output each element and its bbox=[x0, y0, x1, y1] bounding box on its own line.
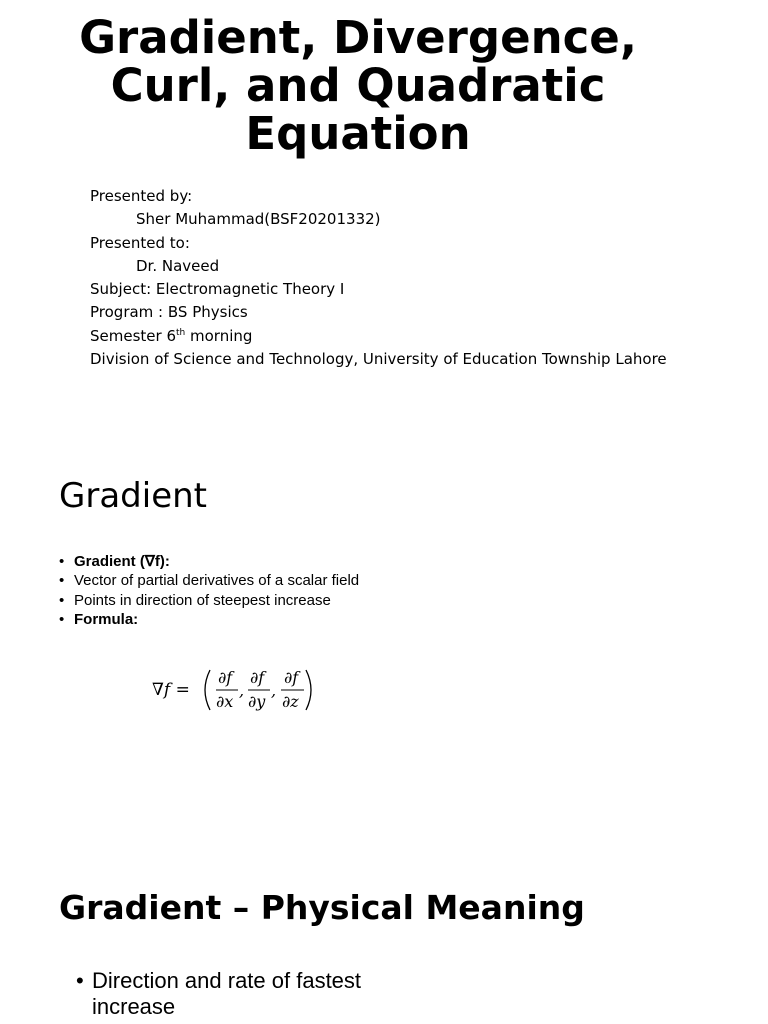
bullet-text: Formula: bbox=[74, 610, 139, 628]
list-item bbox=[59, 591, 359, 610]
formula-numerator: ∂f bbox=[284, 668, 299, 687]
list-item bbox=[59, 610, 359, 629]
presented-by-label: Presented by: bbox=[90, 187, 193, 205]
bullet-text: Gradient (∇f): bbox=[74, 553, 170, 570]
left-paren-icon bbox=[205, 670, 210, 710]
semester-superscript: th bbox=[176, 327, 186, 338]
presenter-name: Sher Muhammad(BSF20201332) bbox=[136, 210, 381, 229]
semester-suffix: morning bbox=[185, 326, 253, 345]
physical-meaning-bullet-list bbox=[76, 968, 406, 1020]
gradient-formula-graphic bbox=[152, 664, 352, 716]
physical-meaning-heading: Gradient – Physical Meaning bbox=[59, 888, 585, 927]
formula-lhs: ∇f = bbox=[152, 680, 190, 700]
formula-numerator: ∂f bbox=[250, 668, 265, 687]
bullet-icon: • bbox=[59, 572, 65, 590]
formula-separator: , bbox=[271, 681, 277, 700]
supervisor-name: Dr. Naveed bbox=[136, 256, 220, 275]
semester-prefix: Semester 6 bbox=[90, 326, 176, 345]
subject-line: Subject: Electromagnetic Theory I bbox=[90, 280, 345, 299]
formula-numerator: ∂f bbox=[218, 668, 233, 687]
gradient-heading: Gradient bbox=[59, 476, 207, 516]
gradient-formula bbox=[152, 664, 352, 716]
bullet-icon: • bbox=[76, 968, 84, 993]
bullet-icon: • bbox=[59, 591, 65, 609]
bullet-text: Direction and rate of fastest increase bbox=[92, 968, 362, 1019]
bullet-text: Vector of partial derivatives of a scalar field bbox=[74, 572, 360, 590]
formula-separator: , bbox=[239, 681, 245, 700]
institution-line: Division of Science and Technology, University of Education Township Lahore bbox=[90, 350, 667, 369]
program-line: Program : BS Physics bbox=[90, 303, 248, 322]
bullet-text: Points in direction of steepest increase bbox=[74, 591, 331, 609]
bullet-icon: • bbox=[59, 610, 65, 628]
list-item bbox=[59, 552, 359, 571]
gradient-bullet-list bbox=[59, 552, 359, 629]
presentation-info bbox=[90, 185, 690, 368]
list-item bbox=[76, 968, 406, 1020]
semester-line bbox=[90, 325, 690, 348]
formula-denominator: ∂x bbox=[216, 692, 234, 711]
slide-title: Gradient, Divergence, Curl, and Quadratic Equation bbox=[79, 11, 637, 160]
right-paren-icon bbox=[306, 670, 311, 710]
bullet-icon: • bbox=[59, 553, 65, 570]
list-item bbox=[59, 571, 359, 590]
formula-denominator: ∂y bbox=[248, 692, 266, 711]
presented-to-label: Presented to: bbox=[90, 233, 190, 252]
formula-denominator: ∂z bbox=[282, 692, 299, 711]
